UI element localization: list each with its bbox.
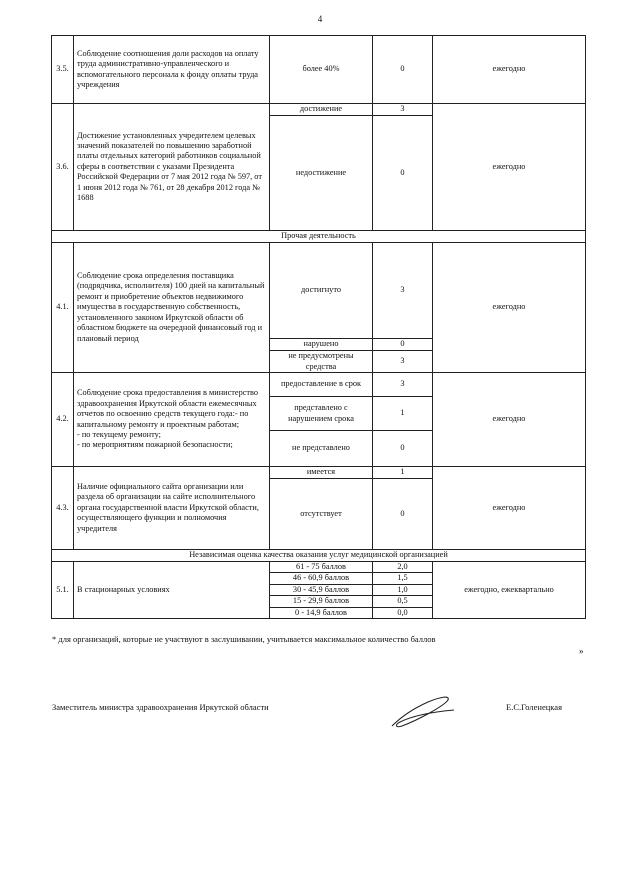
criterion-text: Достижение установленных учредителем целевых значений показателей по повышению заработной платы отдельных категорий работников социальной сферы в соответствии с указами Президента Российской Федерации от 7 мая 2012 года № 597, от 1 июня 2012 года № 761, от 28 декабря 2012 года № 1688 bbox=[74, 104, 270, 231]
condition-cell: отсутствует bbox=[270, 479, 373, 550]
condition-cell: нарушено bbox=[270, 339, 373, 351]
criterion-text: Наличие официального сайта организации или раздела об организации на сайте исполнительного органа государственной власти Иркутской области, осуществляющего функции и полномочия учредителя bbox=[74, 467, 270, 550]
table-row bbox=[52, 467, 586, 479]
table-row bbox=[52, 104, 586, 116]
score-cell: 0 bbox=[373, 479, 433, 550]
table-row bbox=[52, 562, 586, 573]
condition-cell: недостижение bbox=[270, 116, 373, 231]
condition-cell: 15 - 29,9 баллов bbox=[270, 596, 373, 607]
score-cell: 3 bbox=[373, 243, 433, 339]
row-number: 3.5. bbox=[52, 36, 74, 104]
criteria-table bbox=[51, 35, 586, 619]
criterion-text: Соблюдение соотношения доли расходов на оплату труда административно-управленческого и вспомогательного персонала к фонду оплаты труда учреждения bbox=[74, 36, 270, 104]
period-cell: ежегодно bbox=[433, 104, 586, 231]
condition-cell: 61 - 75 баллов bbox=[270, 562, 373, 573]
condition-cell: представлено с нарушением срока bbox=[270, 397, 373, 431]
score-cell: 0,5 bbox=[373, 596, 433, 607]
closing-quote: » bbox=[579, 646, 584, 656]
condition-cell: 30 - 45,9 баллов bbox=[270, 584, 373, 595]
condition-cell: 46 - 60,9 баллов bbox=[270, 573, 373, 584]
condition-cell: 0 - 14,9 баллов bbox=[270, 607, 373, 618]
condition-cell: не представлено bbox=[270, 431, 373, 467]
row-number: 4.2. bbox=[52, 373, 74, 467]
signer-position: Заместитель министра здравоохранения Иркутской области bbox=[52, 702, 269, 712]
score-cell: 0 bbox=[373, 116, 433, 231]
score-cell: 3 bbox=[373, 104, 433, 116]
score-cell: 1,0 bbox=[373, 584, 433, 595]
handwritten-signature bbox=[388, 692, 458, 732]
score-cell: 3 bbox=[373, 373, 433, 397]
score-cell: 0 bbox=[373, 36, 433, 104]
period-cell: ежегодно, ежеквартально bbox=[433, 562, 586, 619]
section-title: Прочая деятельность bbox=[52, 231, 586, 243]
signer-name: Е.С.Голенецкая bbox=[506, 702, 562, 712]
score-cell: 3 bbox=[373, 351, 433, 373]
criterion-text: Соблюдение срока определения поставщика (подрядчика, исполнителя) 100 дней на капитальный ремонт и приобретение объектов недвижимого имущества в государственную собственность, установленного законом Иркутской области об областном бюджете на очередной финансовый год и плановый период bbox=[74, 243, 270, 373]
score-cell: 1 bbox=[373, 397, 433, 431]
score-cell: 0,0 bbox=[373, 607, 433, 618]
table-row bbox=[52, 243, 586, 339]
row-number: 4.1. bbox=[52, 243, 74, 373]
section-title: Независимая оценка качества оказания услуг медицинской организацией bbox=[52, 550, 586, 562]
condition-cell: достигнуто bbox=[270, 243, 373, 339]
table-row bbox=[52, 373, 586, 397]
page-number: 4 bbox=[317, 14, 323, 24]
period-cell: ежегодно bbox=[433, 243, 586, 373]
score-cell: 2,0 bbox=[373, 562, 433, 573]
criterion-text: В стационарных условиях bbox=[74, 562, 270, 619]
score-cell: 1,5 bbox=[373, 573, 433, 584]
section-header-row bbox=[52, 231, 586, 243]
condition-cell: не предусмотрены средства bbox=[270, 351, 373, 373]
row-number: 5.1. bbox=[52, 562, 74, 619]
condition-cell: достижение bbox=[270, 104, 373, 116]
condition-cell: более 40% bbox=[270, 36, 373, 104]
period-cell: ежегодно bbox=[433, 467, 586, 550]
condition-cell: имеется bbox=[270, 467, 373, 479]
period-cell: ежегодно bbox=[433, 373, 586, 467]
period-cell: ежегодно bbox=[433, 36, 586, 104]
section-header-row bbox=[52, 550, 586, 562]
row-number: 4.3. bbox=[52, 467, 74, 550]
score-cell: 0 bbox=[373, 339, 433, 351]
score-cell: 1 bbox=[373, 467, 433, 479]
score-cell: 0 bbox=[373, 431, 433, 467]
row-number: 3.6. bbox=[52, 104, 74, 231]
footnote: * для организаций, которые не участвуют в заслушивании, учитывается максимальное количество баллов bbox=[52, 634, 436, 644]
table-row bbox=[52, 36, 586, 104]
condition-cell: предоставление в срок bbox=[270, 373, 373, 397]
criterion-text: Соблюдение срока предоставления в министерство здравоохранения Иркутской области ежемесячных отчетов по освоению средств текущего года:- по капитальному ремонту и проектным работам; - по текущему ремонту; - по мероприятиям пожарной безопасности; bbox=[74, 373, 270, 467]
